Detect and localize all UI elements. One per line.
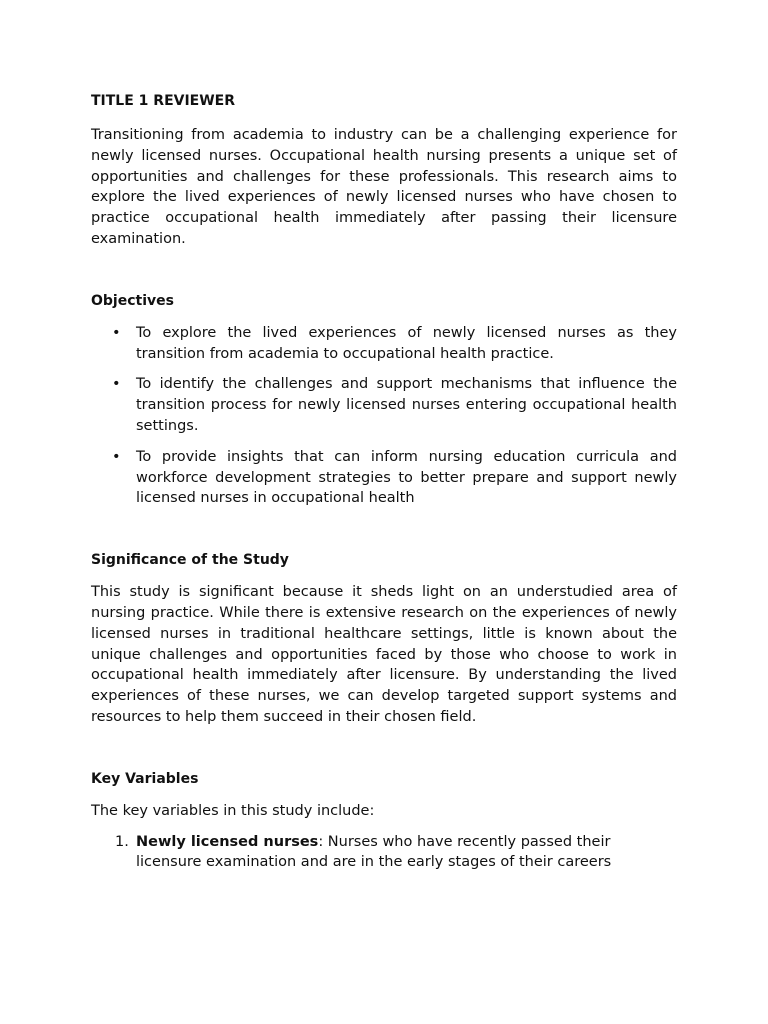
key-variables-heading: Key Variables [91,770,199,787]
item-number: 1. [115,833,129,850]
list-item [91,323,677,365]
significance-paragraph: This study is significant because it sheds light on an understudied area of nursing practice. While there is extensive research on the experiences of newly licensed nurses in traditional healthcare settings, little is known about the unique challenges and opportunities faced by those who choose to work in occupational health immediately after licensure. By understanding the lived experiences of these nurses, we can develop targeted support systems and resources to help them succeed in their chosen field. [91,584,677,725]
objectives-list [91,323,677,509]
document-title: TITLE 1 REVIEWER [91,93,236,109]
list-item [91,374,677,436]
key-variables-list [91,832,677,874]
bullet-icon: • [112,324,121,341]
objective-text: To explore the lived experiences of newly licensed nurses as they transition from academia to occupational health practice. [136,324,677,362]
key-variables-intro: The key variables in this study include: [91,802,375,819]
list-item [91,447,677,509]
variable-term: Newly licensed nurses [136,833,319,850]
list-item [91,832,677,874]
bullet-icon: • [112,448,121,465]
intro-paragraph: Transitioning from academia to industry can be a challenging experience for newly licensed nurses. Occupational health nursing presents a unique set of opportunities and challenges for these professionals. This research aims to explore the lived experiences of newly licensed nurses who have chosen to practice occupational health immediately after passing their licensure examination. [91,127,677,247]
significance-heading: Significance of the Study [91,552,289,569]
objective-text: To provide insights that can inform nursing education curricula and workforce development strategies to better prepare and support newly licensed nurses in occupational health [136,448,677,507]
objectives-heading: Objectives [91,292,174,309]
variable-definition: : Nurses who have recently passed their licensure examination and are in the early stages of their careers [136,833,612,871]
objective-text: To identify the challenges and support mechanisms that influence the transition process for newly licensed nurses entering occupational health settings. [136,376,677,434]
bullet-icon: • [112,376,121,393]
